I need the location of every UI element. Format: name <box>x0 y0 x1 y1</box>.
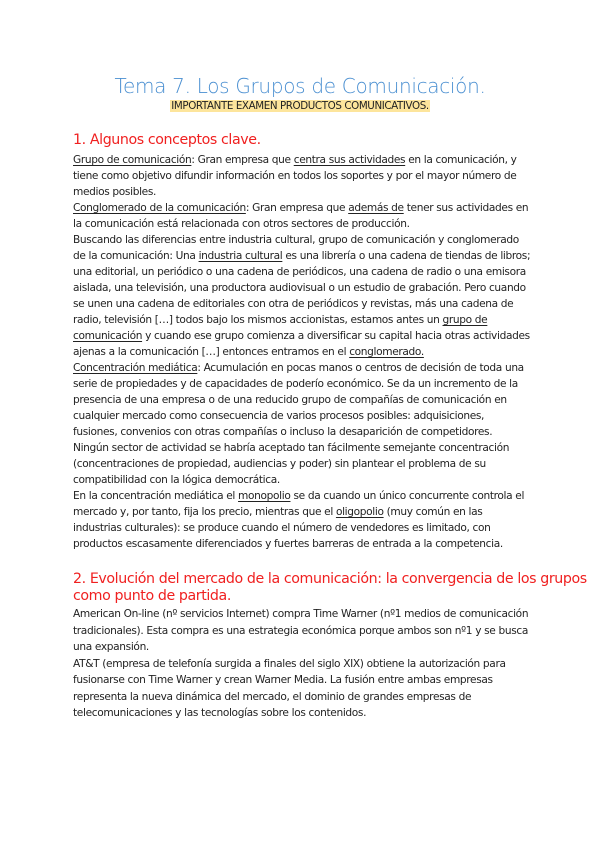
text-line <box>73 200 530 216</box>
text-run: mercado y, por tanto, fija los precio, mientras que el <box>73 506 336 518</box>
text-run: aislada, una televisión, una productora audiovisual o un estudio de grabación. Pero cuando <box>73 282 526 294</box>
text-line <box>73 248 530 264</box>
text-line <box>73 639 528 656</box>
text-run: telecomunicaciones y las tecnologías sobre los contenidos. <box>73 707 367 719</box>
text-run: fusionarse con Time Warner y crean Warner Media. La fusión entre ambas empresas <box>73 674 493 686</box>
text-run: AT&T (empresa de telefonía surgida a finales del siglo XIX) obtiene la autorización para <box>73 657 506 670</box>
text-line <box>73 536 530 552</box>
text-run: (muy común en las <box>383 506 483 518</box>
text-line <box>73 689 528 706</box>
text-line <box>73 216 530 232</box>
text-run: medios posibles. <box>73 186 157 198</box>
text-line <box>73 672 528 689</box>
exam-note <box>0 100 600 112</box>
text-run: (concentraciones de propiedad, audiencias y poder) sin plantear el problema de su <box>73 458 486 470</box>
text-line <box>73 656 528 673</box>
text-run: en la comunicación, y <box>405 154 517 166</box>
text-line <box>73 328 530 344</box>
text-line <box>73 488 530 504</box>
section-2-heading-line: como punto de partida. <box>73 588 231 604</box>
section-2-heading <box>73 571 587 605</box>
text-line <box>73 376 530 392</box>
underlined-term: grupo de <box>442 314 488 326</box>
underlined-term: industria cultural <box>198 250 283 262</box>
text-line <box>73 152 530 168</box>
text-run: industrias culturales): se produce cuando el número de vendedores es limitado, con <box>73 522 491 534</box>
underlined-term: centra sus actividades <box>293 154 406 166</box>
text-line <box>73 456 530 472</box>
text-run: y cuando ese grupo comienza a diversificar su capital hacia otras actividades <box>142 330 530 342</box>
text-line <box>73 168 530 184</box>
underlined-term: oligopolio <box>335 506 384 518</box>
text-line <box>73 280 530 296</box>
text-line <box>73 623 528 640</box>
text-run: es una librería o una cadena de tiendas de libros; <box>282 250 531 262</box>
underlined-term: conglomerado. <box>349 346 424 358</box>
text-run: representa la nueva dinámica del mercado, el dominio de grandes empresas de <box>73 690 472 703</box>
text-line <box>73 184 530 200</box>
text-line <box>73 705 528 722</box>
text-run: Ningún sector de actividad se habría aceptado tan fácilmente semejante concentración <box>73 442 510 454</box>
highlighted-note: IMPORTANTE EXAMEN PRODUCTOS COMUNICATIVOS. <box>171 100 429 112</box>
underlined-term: además de <box>348 202 404 214</box>
text-run: se da cuando un único concurrente controla el <box>290 490 525 502</box>
underlined-term: Concentración mediática <box>73 362 198 374</box>
text-run: fusiones, convenios con otras compañías o incluso la desaparición de competidores. <box>73 426 493 438</box>
text-line <box>73 264 530 280</box>
text-line <box>73 440 530 456</box>
section-2-body <box>73 606 528 722</box>
text-run: : Gran empresa que <box>245 202 349 214</box>
text-run: de la comunicación: Una <box>73 250 199 262</box>
text-run: Buscando las diferencias entre industria cultural, grupo de comunicación y conglomerado <box>73 234 519 246</box>
underlined-term: Grupo de comunicación <box>73 154 192 166</box>
text-line <box>73 408 530 424</box>
underlined-term: monopolio <box>238 490 291 502</box>
underlined-term: Conglomerado de la comunicación <box>73 202 246 214</box>
text-run: : Acumulación en pocas manos o centros de decisión de toda una <box>197 362 524 374</box>
text-run: la comunicación está relacionada con otros sectores de producción. <box>73 218 410 230</box>
text-run: : Gran empresa que <box>191 154 294 166</box>
text-line <box>73 296 530 312</box>
text-run: American On-line (nº servicios Internet) compra Time Warner (nº1 medios de comunicación <box>73 608 529 620</box>
text-line <box>73 520 530 536</box>
text-line <box>73 472 530 488</box>
text-run: cualquier mercado como consecuencia de varios procesos posibles: adquisiciones, <box>73 410 485 422</box>
text-run: compatibilidad con la lógica democrática. <box>73 474 280 486</box>
text-line <box>73 392 530 408</box>
section-1-body <box>73 152 530 552</box>
text-line <box>73 424 530 440</box>
text-line <box>73 360 530 376</box>
text-run: tener sus actividades en <box>403 202 529 214</box>
text-run: serie de propiedades y de capacidades de poderío económico. Se da un incremento de la <box>73 378 518 390</box>
text-line <box>73 232 530 248</box>
text-run: En la concentración mediática el <box>73 490 239 502</box>
text-run: presencia de una empresa o de una reducido grupo de compañías de comunicación en <box>73 394 507 406</box>
text-run: tiene como objetivo difundir información en todos los soportes y por el mayor número de <box>73 170 517 182</box>
text-run: se unen una cadena de editoriales con otra de periódicos y revistas, más una cadena de <box>73 298 514 310</box>
section-2-heading-line: 2. Evolución del mercado de la comunicación: la convergencia de los grupos <box>73 571 587 587</box>
text-line <box>73 504 530 520</box>
text-line <box>73 606 528 623</box>
text-run: radio, televisión […] todos bajo los mismos accionistas, estamos antes un <box>73 314 443 326</box>
section-1-heading: 1. Algunos conceptos clave. <box>73 132 261 148</box>
document-title: Tema 7. Los Grupos de Comunicación. <box>114 74 486 98</box>
text-line <box>73 344 530 360</box>
text-run: una expansión. <box>73 641 149 653</box>
text-run: tradicionales). Esta compra es una estrategia económica porque ambos son nº1 y se busca <box>73 624 529 637</box>
text-run: ajenas a la comunicación […] entonces entramos en el <box>73 346 350 358</box>
text-run: una editorial, un periódico o una cadena de periódicos, una cadena de radio o una emisora <box>73 266 526 278</box>
text-line <box>73 312 530 328</box>
text-run: productos escasamente diferenciados y fuertes barreras de entrada a la competencia. <box>73 538 503 550</box>
underlined-term: comunicación <box>73 330 143 342</box>
